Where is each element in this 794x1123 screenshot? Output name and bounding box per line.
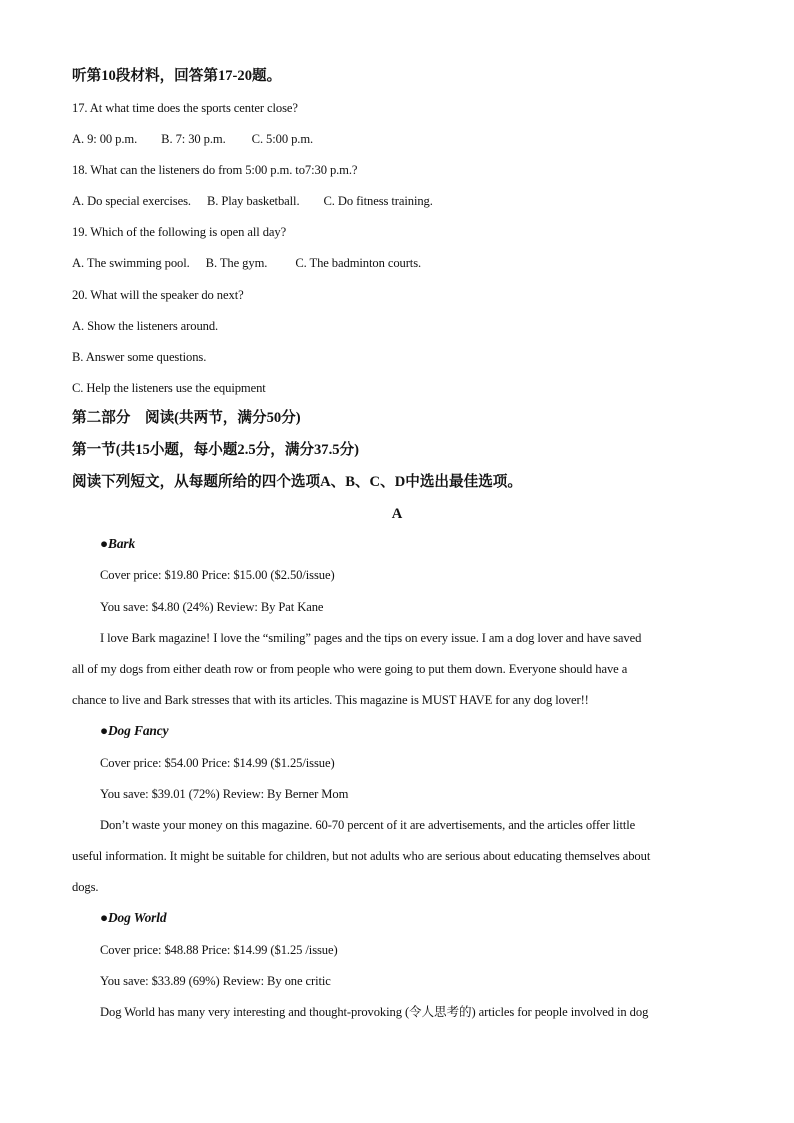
bark-save-review: You save: $4.80 (24%) Review: By Pat Kane bbox=[100, 600, 324, 614]
dog-fancy-save-review: You save: $39.01 (72%) Review: By Berner Mom bbox=[100, 787, 349, 801]
magazine-name-dog-world: ●Dog World bbox=[100, 910, 167, 925]
passage-label: A bbox=[391, 506, 403, 522]
dog-fancy-review-line-3: dogs. bbox=[72, 880, 99, 894]
question-18-options bbox=[72, 193, 433, 209]
question-19-options bbox=[72, 255, 421, 271]
bark-review-line-2: all of my dogs from either death row or from people who were going to put them down. Everyone should have a bbox=[72, 662, 628, 676]
dog-fancy-prices: Cover price: $54.00 Price: $14.99 ($1.25/issue) bbox=[100, 756, 335, 770]
question-19: 19. Which of the following is open all day? bbox=[72, 225, 287, 239]
dog-fancy-review-line-1: Don’t waste your money on this magazine. 60-70 percent of it are advertisements, and the articles offer little bbox=[100, 818, 636, 832]
q20-option-b: B. Answer some questions. bbox=[72, 350, 207, 364]
reading-section-title: 第一节(共15小题，每小题2.5分，满分37.5分) bbox=[72, 442, 360, 458]
q20-option-a: A. Show the listeners around. bbox=[72, 319, 219, 333]
magazine-name-bark: ●Bark bbox=[100, 536, 136, 551]
q20-option-c: C. Help the listeners use the equipment bbox=[72, 381, 266, 395]
q18-option-a: A. Do special exercises. bbox=[72, 194, 191, 208]
bark-prices: Cover price: $19.80 Price: $15.00 ($2.50/issue) bbox=[100, 568, 335, 582]
q18-option-c: C. Do fitness training. bbox=[323, 194, 433, 208]
q19-option-b: B. The gym. bbox=[205, 256, 268, 270]
listening-header: 听第10段材料，回答第17-20题。 bbox=[72, 68, 282, 84]
dog-fancy-review-line-2: useful information. It might be suitable for children, but not adults who are serious about educating themselves about bbox=[72, 849, 651, 863]
reading-instruction: 阅读下列短文，从每题所给的四个选项A、B、C、D中选出最佳选项。 bbox=[72, 474, 522, 490]
dog-world-review-line-1: Dog World has many very interesting and thought-provoking (令人思考的) articles for people involved in dog bbox=[100, 1005, 649, 1019]
q17-option-a: A. 9: 00 p.m. bbox=[72, 132, 138, 146]
question-20: 20. What will the speaker do next? bbox=[72, 288, 244, 302]
q17-option-c: C. 5:00 p.m. bbox=[251, 132, 314, 146]
reading-part-title: 第二部分 阅读(共两节，满分50分) bbox=[72, 410, 301, 426]
magazine-name-dog-fancy: ●Dog Fancy bbox=[100, 723, 169, 738]
question-17-options bbox=[72, 131, 313, 147]
bark-review-line-3: chance to live and Bark stresses that with its articles. This magazine is MUST HAVE for any dog lover!! bbox=[72, 693, 589, 707]
bark-review-line-1: I love Bark magazine! I love the “smiling” pages and the tips on every issue. I am a dog lover and have saved bbox=[100, 631, 642, 645]
q19-option-a: A. The swimming pool. bbox=[72, 256, 190, 270]
dog-world-prices: Cover price: $48.88 Price: $14.99 ($1.25 /issue) bbox=[100, 943, 338, 957]
q17-option-b: B. 7: 30 p.m. bbox=[161, 132, 226, 146]
question-17: 17. At what time does the sports center close? bbox=[72, 101, 298, 115]
q19-option-c: C. The badminton courts. bbox=[295, 256, 422, 270]
question-18: 18. What can the listeners do from 5:00 p.m. to7:30 p.m.? bbox=[72, 163, 358, 177]
dog-world-save-review: You save: $33.89 (69%) Review: By one critic bbox=[100, 974, 331, 988]
q18-option-b: B. Play basketball. bbox=[206, 194, 300, 208]
